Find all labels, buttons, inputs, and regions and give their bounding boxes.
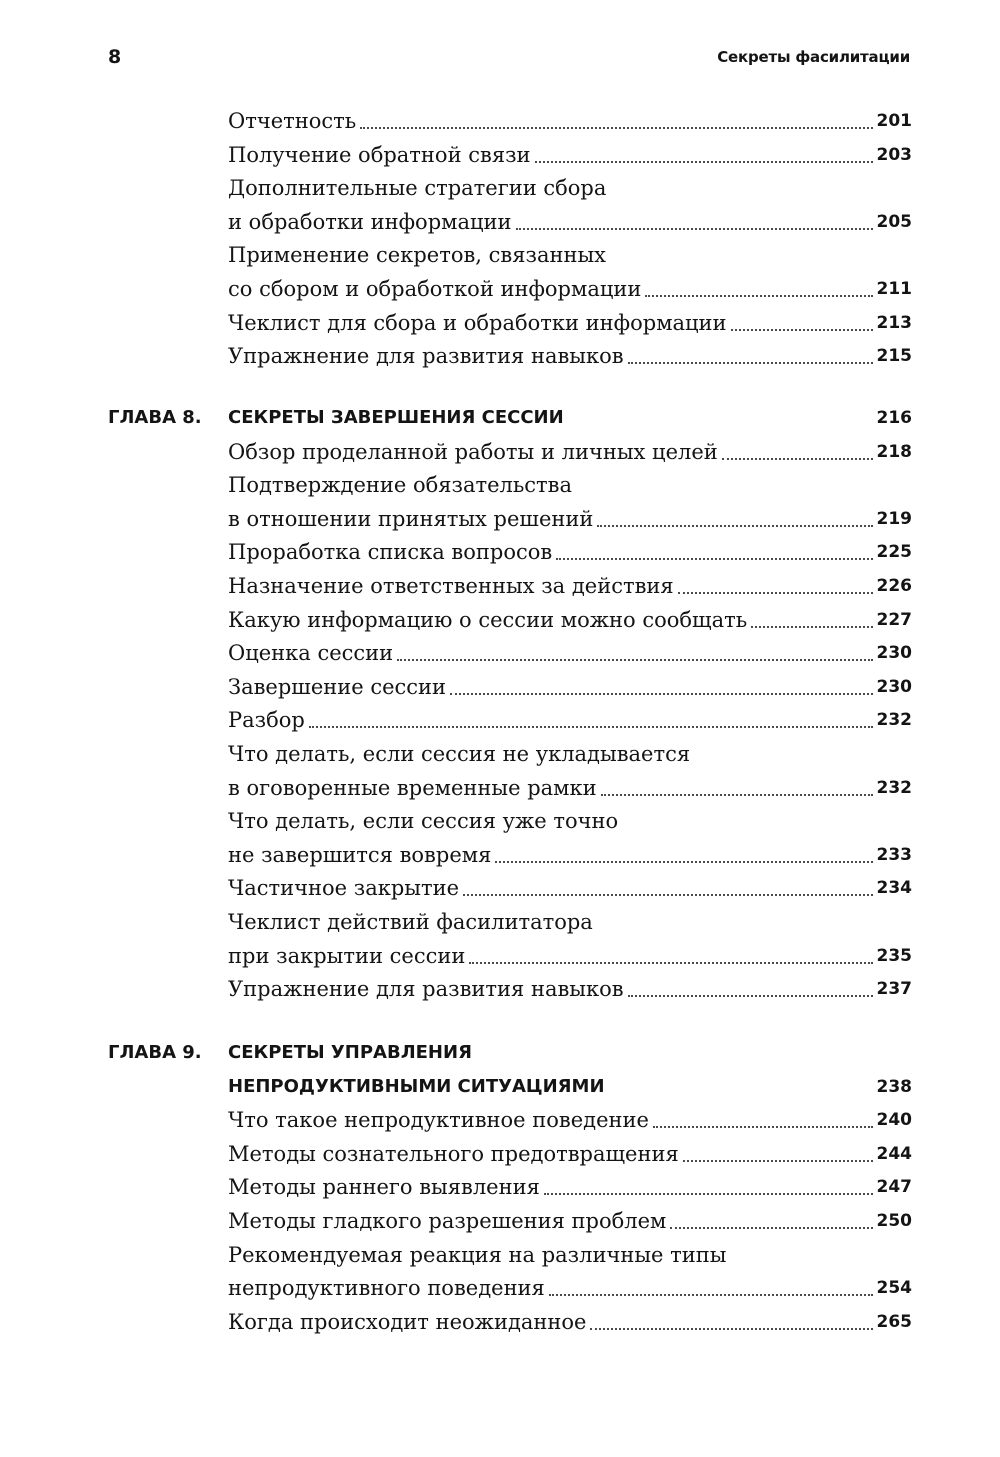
toc-entry-text: со сбором и обработкой информации [228, 277, 642, 301]
toc-entry-line [228, 670, 912, 704]
dot-leader [556, 558, 872, 560]
toc-page-number: 218 [876, 441, 912, 462]
toc-entry-line [228, 272, 912, 306]
toc-page-number: 237 [876, 979, 912, 1000]
dot-leader [549, 1294, 873, 1296]
toc-entry-text: Оценка сессии [228, 641, 394, 666]
toc-page-number: 234 [876, 878, 912, 899]
dot-leader [597, 525, 872, 527]
dot-leader [731, 329, 873, 331]
toc-entry-line [228, 569, 912, 603]
toc-entry-text: Когда происходит неожиданное [228, 1309, 587, 1334]
toc-entry-text: Частичное закрытие [228, 876, 460, 901]
toc-entry-text: Назначение ответственных за действия [228, 574, 674, 598]
toc-page-number: 235 [876, 945, 912, 966]
toc-page-number: 232 [876, 710, 912, 731]
dot-leader [463, 894, 872, 896]
toc-entry-line [228, 502, 912, 536]
page-header [0, 0, 1000, 90]
toc-entry-text: Методы раннего выявления [228, 1175, 540, 1200]
toc-entry-line [228, 771, 912, 805]
toc-entry-line [228, 138, 912, 172]
toc-page-number: 211 [876, 279, 912, 299]
toc-page-number: 244 [876, 1143, 912, 1164]
toc-entry-line [228, 636, 912, 670]
dot-leader [628, 362, 873, 364]
chapter-title: НЕПРОДУКТИВНЫМИ СИТУАЦИЯМИ [228, 1075, 605, 1097]
dot-leader [469, 962, 872, 964]
toc-entry-text: Что такое непродуктивное поведение [228, 1108, 649, 1133]
toc-entry-text: Упражнение для развития навыков [228, 977, 624, 1002]
toc-entry-line [228, 306, 912, 340]
toc-entry-line [228, 435, 912, 469]
toc-entry-text: при закрытии сессии [228, 943, 466, 968]
toc-entry-text: непродуктивного поведения [228, 1276, 545, 1301]
dot-leader [450, 693, 872, 695]
toc-page-number: 201 [876, 111, 912, 131]
dot-leader [722, 458, 873, 460]
dot-leader [751, 626, 872, 628]
toc-entry-line [228, 1271, 912, 1305]
dot-leader [670, 1227, 872, 1229]
toc-page-number: 215 [876, 346, 912, 367]
dot-leader [397, 659, 872, 661]
toc-entry-text: Что делать, если сессия уже точно [228, 809, 619, 834]
chapter-page-number: 216 [876, 408, 912, 428]
toc-entry-text: Применение секретов, связанных [228, 243, 607, 268]
toc-entry-line [228, 1137, 912, 1171]
toc-entry-text: Отчетность [228, 109, 357, 133]
chapter-label: ГЛАВА 9. [108, 1042, 202, 1063]
toc-entry-line [228, 972, 912, 1006]
toc-entry-line [228, 804, 912, 838]
toc-entry-text: Подтверждение обязательства [228, 473, 573, 498]
toc-entry-text: Проработка списка вопросов [228, 540, 553, 565]
toc-entry-text: в оговоренные временные рамки [228, 775, 597, 800]
toc-entry-line [228, 1103, 912, 1137]
toc-page-number: 227 [876, 609, 912, 630]
toc-page-number: 254 [876, 1278, 912, 1299]
toc-entry-text: Упражнение для развития навыков [228, 344, 624, 369]
toc-entry-line [228, 1204, 912, 1238]
chapter-label: ГЛАВА 8. [108, 407, 202, 428]
toc-entry-text: и обработки информации [228, 209, 512, 234]
toc-page-number: 240 [876, 1110, 912, 1131]
toc-page-number: 233 [876, 844, 912, 865]
toc-entry-text: в отношении принятых решений [228, 506, 594, 531]
dot-leader [645, 295, 872, 297]
toc-entry-text: Что делать, если сессия не укладывается [228, 742, 691, 766]
toc-entry-line [228, 205, 912, 239]
toc-entry-line [228, 1238, 912, 1272]
toc-page-number: 213 [876, 312, 912, 333]
toc-entry-line [228, 171, 912, 205]
toc-entry-text: Чеклист действий фасилитатора [228, 910, 593, 934]
toc-page-number: 226 [876, 576, 912, 596]
toc-entry-line [228, 468, 912, 502]
toc-entry-text: Чеклист для сбора и обработки информации [228, 310, 727, 335]
dot-leader [590, 1328, 872, 1330]
dot-leader [495, 861, 872, 863]
dot-leader [360, 127, 872, 129]
toc-page-number: 205 [876, 211, 912, 232]
chapter-title: СЕКРЕТЫ УПРАВЛЕНИЯ [228, 1042, 472, 1063]
toc-entry-text: Методы гладкого разрешения проблем [228, 1209, 667, 1233]
toc-page-number: 232 [876, 777, 912, 798]
dot-leader [535, 161, 873, 163]
toc-entry-text: не завершится вовремя [228, 842, 492, 867]
toc-entry-text: Обзор проделанной работы и личных целей [228, 439, 718, 464]
toc-page-number: 250 [876, 1211, 912, 1231]
dot-leader [653, 1126, 873, 1128]
dot-leader [678, 592, 873, 594]
toc-entry-text: Завершение сессии [228, 674, 447, 699]
toc-entry-text: Получение обратной связи [228, 142, 531, 167]
toc-entry-line [228, 535, 912, 569]
toc-page-number: 265 [876, 1311, 912, 1332]
toc-entry-line [228, 104, 912, 138]
dot-leader [544, 1193, 873, 1195]
toc-entry-line [228, 1170, 912, 1204]
toc-entry-text: Какую информацию о сессии можно сообщать [228, 607, 748, 632]
dot-leader [516, 228, 873, 230]
running-title: Секреты фасилитации [717, 48, 910, 66]
dot-leader [309, 726, 873, 728]
toc-entry-line [228, 703, 912, 737]
dot-leader [628, 995, 873, 997]
dot-leader [601, 794, 873, 796]
toc-page-number: 247 [876, 1177, 912, 1198]
toc-entry-text: Методы сознательного предотвращения [228, 1141, 679, 1166]
toc-entry-line [228, 871, 912, 905]
toc-page-number: 230 [876, 643, 912, 664]
toc-entry-line [228, 238, 912, 272]
toc-entry-text: Дополнительные стратегии сбора [228, 176, 607, 201]
toc-page-number: 203 [876, 144, 912, 165]
toc-entry-text: Разбор [228, 708, 305, 733]
toc-page-number: 219 [876, 508, 912, 529]
toc-entry-line [228, 939, 912, 973]
toc-entry-line [228, 737, 912, 771]
toc-page-number: 230 [876, 676, 912, 697]
toc-entry-line [228, 838, 912, 872]
chapter-page-number: 238 [876, 1076, 912, 1097]
toc-entry-line [228, 603, 912, 637]
page-number: 8 [108, 46, 122, 68]
toc-entry-line [228, 1305, 912, 1339]
dot-leader [683, 1160, 873, 1162]
chapter-title: СЕКРЕТЫ ЗАВЕРШЕНИЯ СЕССИИ [228, 407, 564, 428]
toc-entry-text: Рекомендуемая реакция на различные типы [228, 1242, 727, 1267]
toc-entry-line [228, 339, 912, 373]
toc-entry-line [228, 905, 912, 939]
toc-page-number: 225 [876, 542, 912, 563]
